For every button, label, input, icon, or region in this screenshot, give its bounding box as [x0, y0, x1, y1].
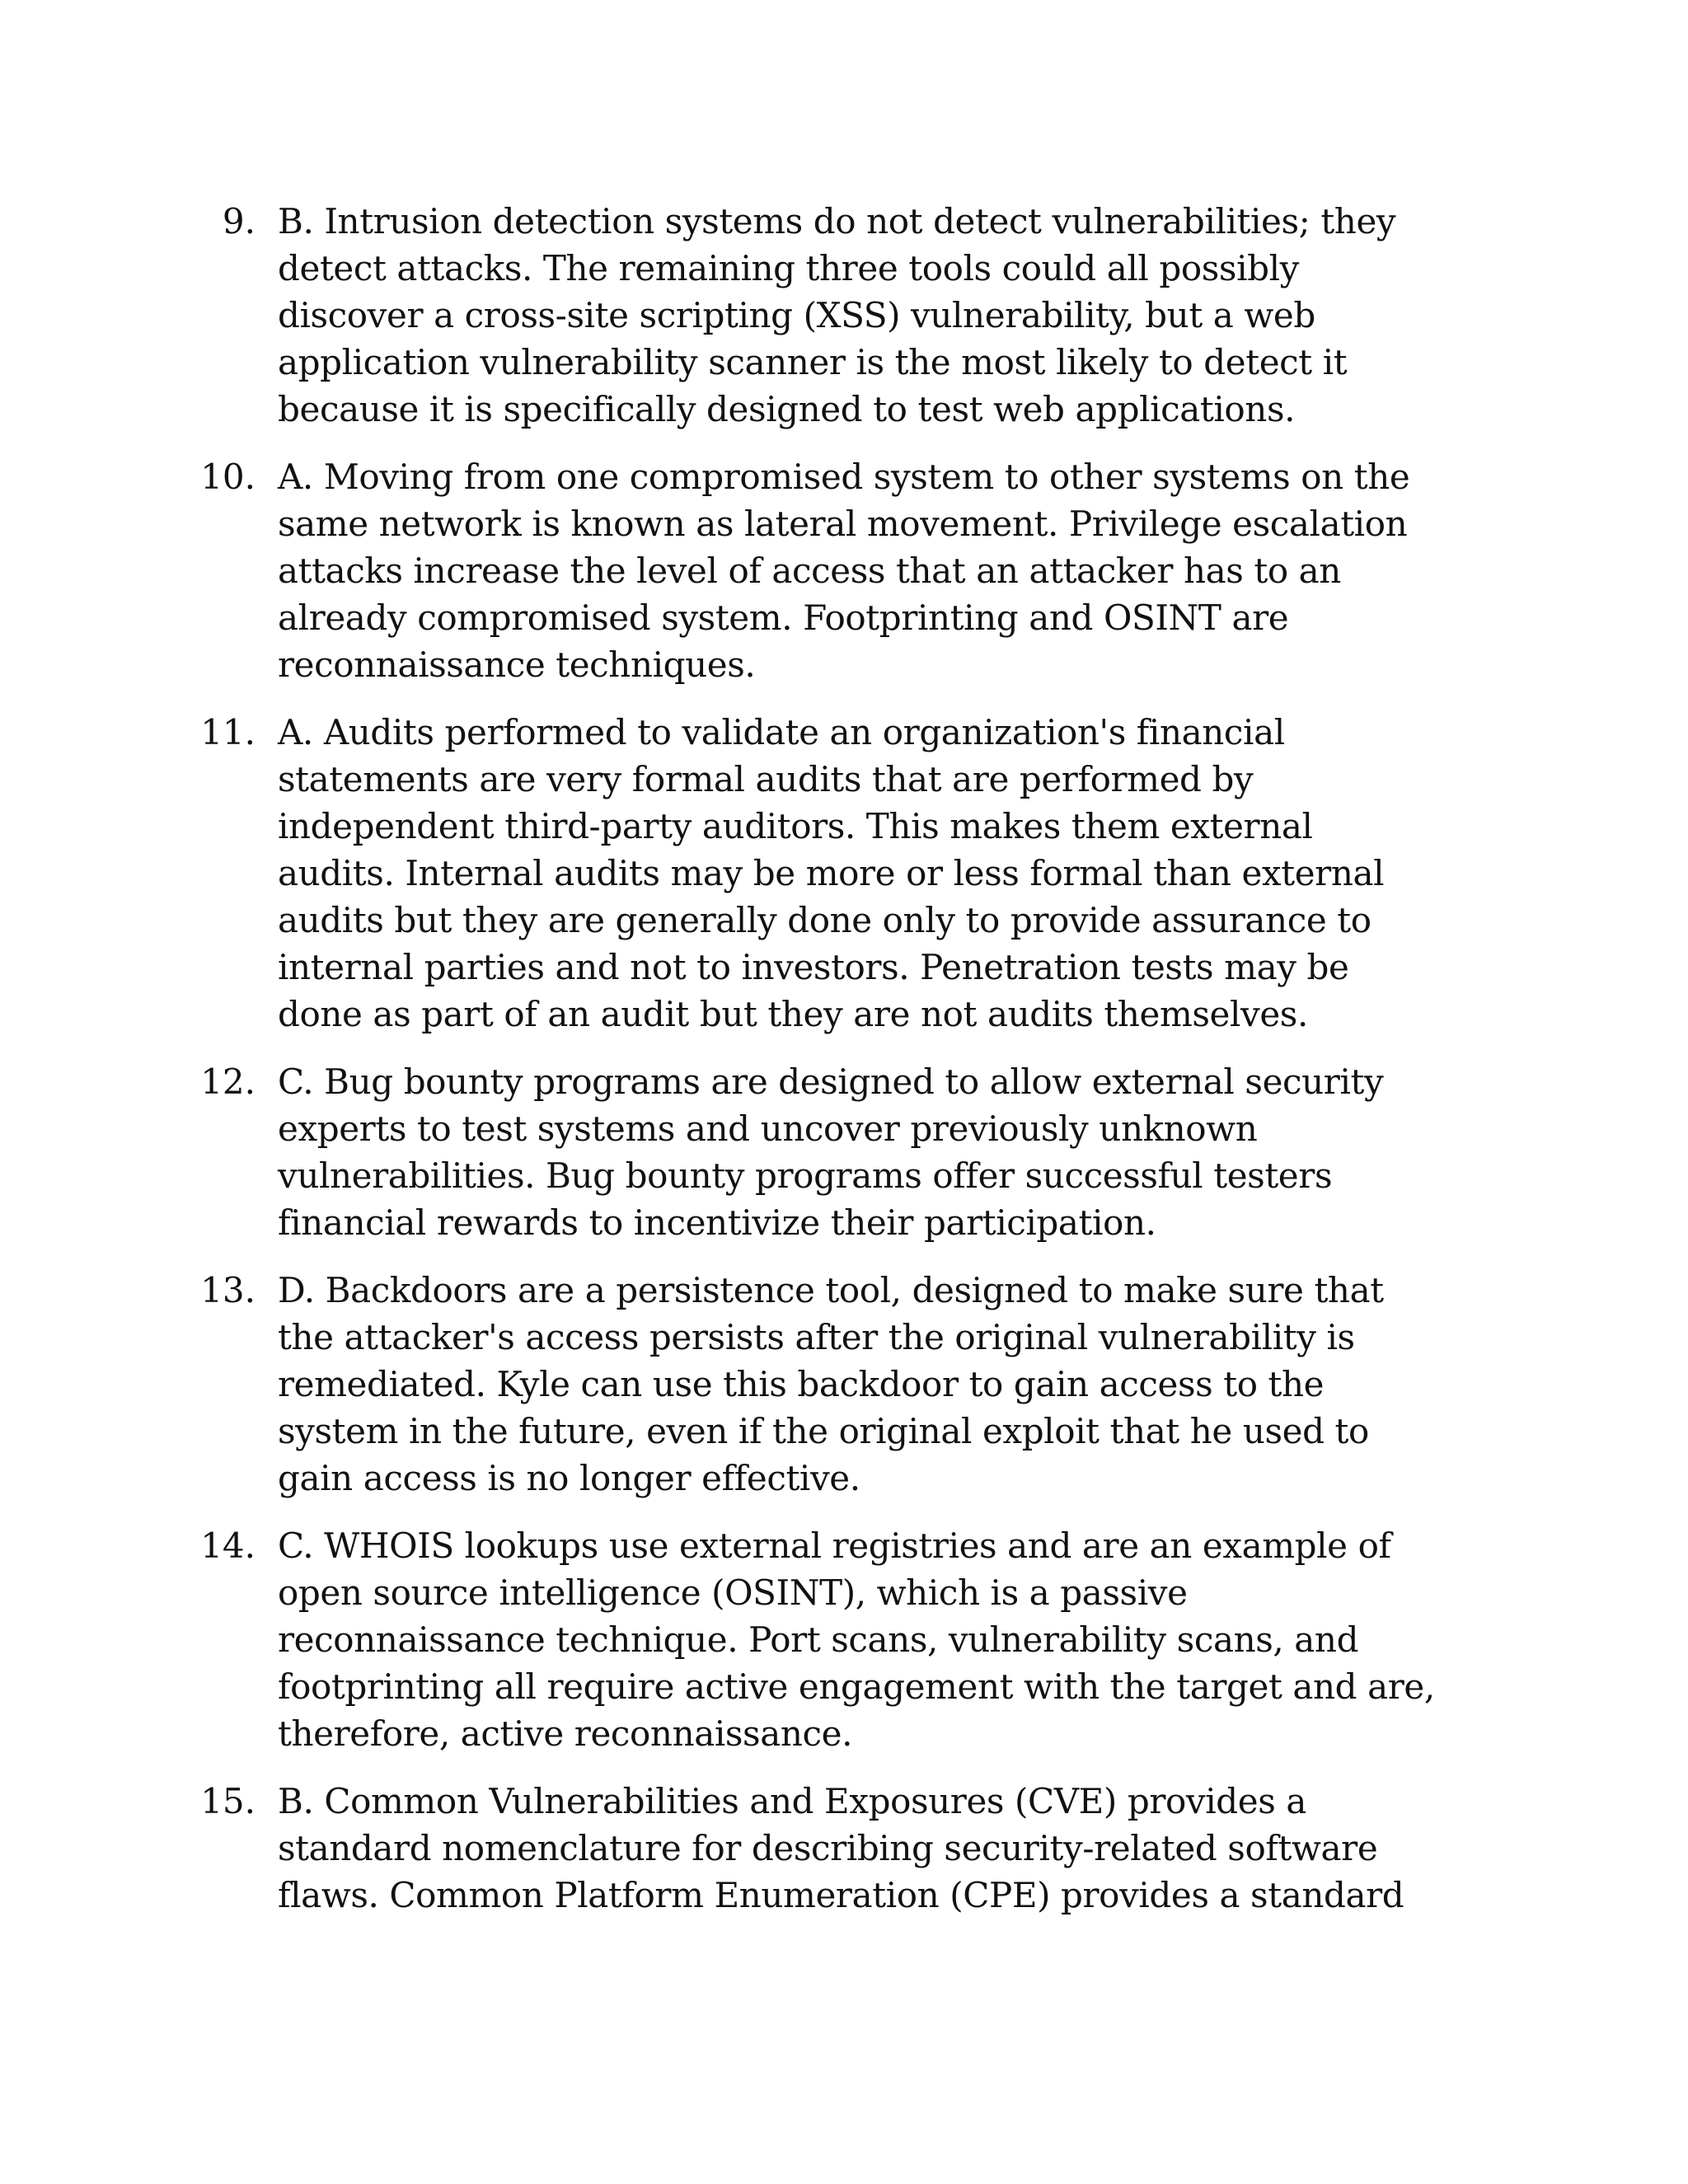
answer-text: B. Intrusion detection systems do not detect vulnerabilities; they detect attacks. The remaining three tools could all possibly discover a cross-site scripting (XSS) vulnerability, but a web application vulnerability scanner is the most likely to detect it because it is specifically designed to test web applications. [278, 201, 1396, 429]
answer-text: D. Backdoors are a persistence tool, designed to make sure that the attacker's access persists after the original vulnerability is remediated. Kyle can use this backdoor to gain access to the system in the future, even if the original exploit that he used to gain access is no longer effective. [278, 1270, 1384, 1498]
answer-item-15 [0, 1778, 1688, 1919]
answer-number: 11. [200, 712, 256, 752]
answer-item-14 [0, 1522, 1688, 1757]
answer-item-10 [0, 453, 1688, 688]
answer-number: 10. [200, 457, 256, 497]
answer-item-12 [0, 1058, 1688, 1246]
answer-text: C. Bug bounty programs are designed to allow external security experts to test systems and uncover previously unknown vulnerabilities. Bug bounty programs offer successful testers financial rewards to incentivize their participation. [278, 1062, 1384, 1243]
answer-number: 13. [200, 1270, 256, 1310]
answer-list [0, 198, 1688, 1939]
answer-number: 15. [200, 1781, 256, 1821]
answer-number: 14. [200, 1526, 256, 1566]
answer-number: 9. [222, 201, 256, 241]
answer-text: A. Audits performed to validate an organization's financial statements are very formal audits that are performed by independent third-party auditors. This makes them external audits. Internal audits may be more or less formal than external audits but they are generally done only to provide assurance to internal parties and not to investors. Penetration tests may be done as part of an audit but they are not audits themselves. [278, 712, 1385, 1034]
answer-item-13 [0, 1267, 1688, 1502]
answer-text: B. Common Vulnerabilities and Exposures (CVE) provides a standard nomenclature for describing security-related software flaws. Common Platform Enumeration (CPE) provides a standard [278, 1781, 1404, 1915]
answer-number: 12. [200, 1062, 256, 1102]
answer-text: A. Moving from one compromised system to other systems on the same network is known as lateral movement. Privilege escalation attacks increase the level of access that an attacker has to an already compromised system. Footprinting and OSINT are reconnaissance techniques. [278, 457, 1410, 685]
answer-item-11 [0, 709, 1688, 1038]
answer-text: C. WHOIS lookups use external registries and are an example of open source intelligence (OSINT), which is a passive reconnaissance technique. Port scans, vulnerability scans, and footprinting all require active engagement with the target and are, therefore, active reconnaissance. [278, 1526, 1435, 1754]
answer-item-9 [0, 198, 1688, 433]
